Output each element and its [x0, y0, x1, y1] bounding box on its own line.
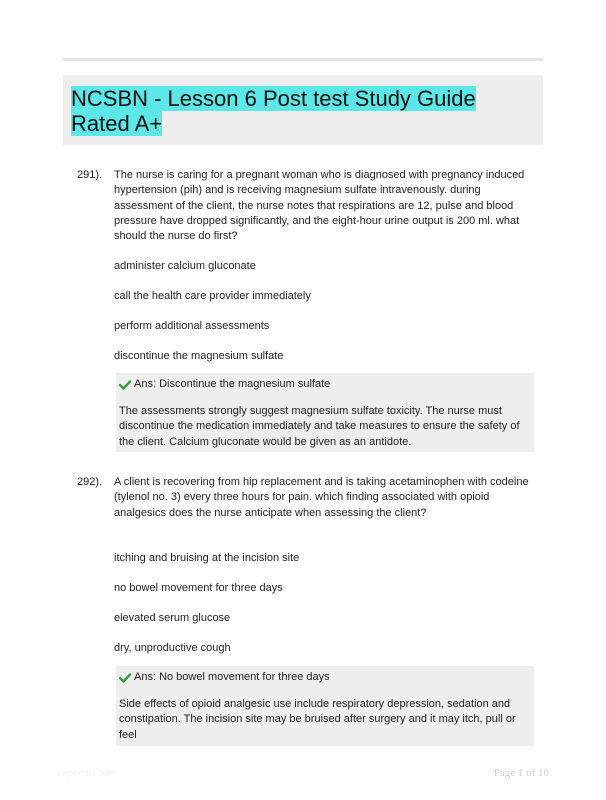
answer-text: Ans: No bowel movement for three days	[134, 671, 330, 683]
question-text: The nurse is caring for a pregnant woman who is diagnosed with pregnancy induced hypertension (pih) and is receiving magnesium sulfate intravenously. during assessment of the client, the nurse notes that respirations are 12, pulse and blood pressure have dropped significantly, and the eight-hour urine output is 200 ml. what should the nurse do first?	[114, 169, 525, 243]
top-divider	[63, 58, 543, 61]
explanation-text: The assessments strongly suggest magnesium sulfate toxicity. The nurse must discontinue the medication immediately and take measures to ensure the safety of the client. Calcium gluconate would be given as an antidote.	[119, 405, 520, 448]
answer-option: call the health care provider immediately	[114, 290, 311, 302]
check-icon	[119, 380, 131, 390]
answer-line	[119, 377, 330, 392]
answer-option: administer calcium gluconate	[114, 260, 256, 272]
document-title	[71, 86, 531, 136]
explanation-text: Side effects of opioid analgesic use include respiratory depression, sedation and constipation. The incision site may be bruised after surgery and it may itch, pull or feel	[119, 698, 516, 741]
page-indicator: Page 1 of 10	[493, 767, 549, 779]
answer-panel	[116, 373, 534, 452]
answer-text: Ans: Discontinue the magnesium sulfate	[134, 378, 331, 390]
question-number: 291).	[77, 169, 103, 181]
document-title-text: NCSBN - Lesson 6 Post test Study Guide Rated A+	[71, 86, 476, 136]
question-number: 292).	[77, 476, 103, 488]
check-icon	[119, 673, 131, 683]
watermark-text: Paperhttc.com	[57, 768, 116, 778]
answer-option: perform additional assessments	[114, 320, 270, 332]
answer-panel	[116, 666, 534, 746]
title-banner	[63, 75, 543, 145]
answer-option: elevated serum glucose	[114, 612, 231, 624]
answer-option: itching and bruising at the incision site	[114, 552, 300, 564]
answer-option: no bowel movement for three days	[114, 582, 283, 594]
answer-line	[119, 670, 330, 685]
question-text: A client is recovering from hip replacement and is taking acetaminophen with codeine (tylenol no. 3) every three hours for pain. which finding associated with opioid analgesics does the nurse anticipate when assessing the client?	[114, 476, 529, 519]
answer-option: dry, unproductive cough	[114, 642, 231, 654]
answer-option: discontinue the magnesium sulfate	[114, 350, 284, 362]
